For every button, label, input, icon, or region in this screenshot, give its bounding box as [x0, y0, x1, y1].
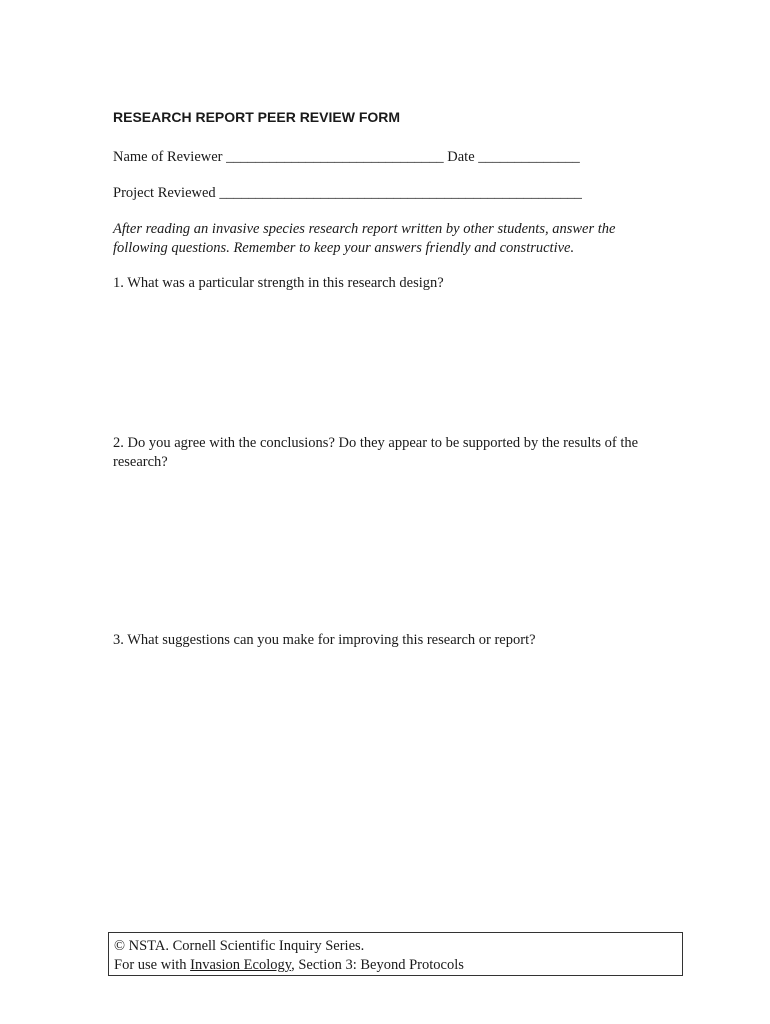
form-title: RESEARCH REPORT PEER REVIEW FORM — [113, 109, 401, 125]
footer-use-suffix: , Section 3: Beyond Protocols — [291, 957, 464, 973]
footer-book-title: Invasion Ecology — [190, 957, 292, 973]
date-blank: ______________ — [478, 149, 580, 165]
reviewer-date-line — [113, 149, 580, 166]
footer-use-line — [114, 956, 682, 975]
footer-use-prefix: For use with — [114, 957, 191, 973]
project-line — [113, 185, 582, 202]
reviewer-label: Name of Reviewer — [113, 149, 223, 165]
question-2: 2. Do you agree with the conclusions? Do they appear to be supported by the results of the research? — [113, 435, 639, 470]
question-3: 3. What suggestions can you make for improving this research or report? — [113, 632, 536, 648]
footer-citation-box — [108, 932, 683, 976]
date-label: Date — [447, 149, 475, 165]
question-1: 1. What was a particular strength in this research design? — [113, 275, 444, 291]
footer-copyright: © NSTA. Cornell Scientific Inquiry Series. — [114, 938, 365, 954]
instructions-text: After reading an invasive species research report written by other students, answer the following questions. Remember to keep your answers friendly and constructive. — [113, 221, 616, 256]
reviewer-blank: ______________________________ — [226, 149, 444, 165]
project-label: Project Reviewed — [113, 185, 216, 201]
project-blank: __________________________________________________ — [219, 185, 582, 201]
